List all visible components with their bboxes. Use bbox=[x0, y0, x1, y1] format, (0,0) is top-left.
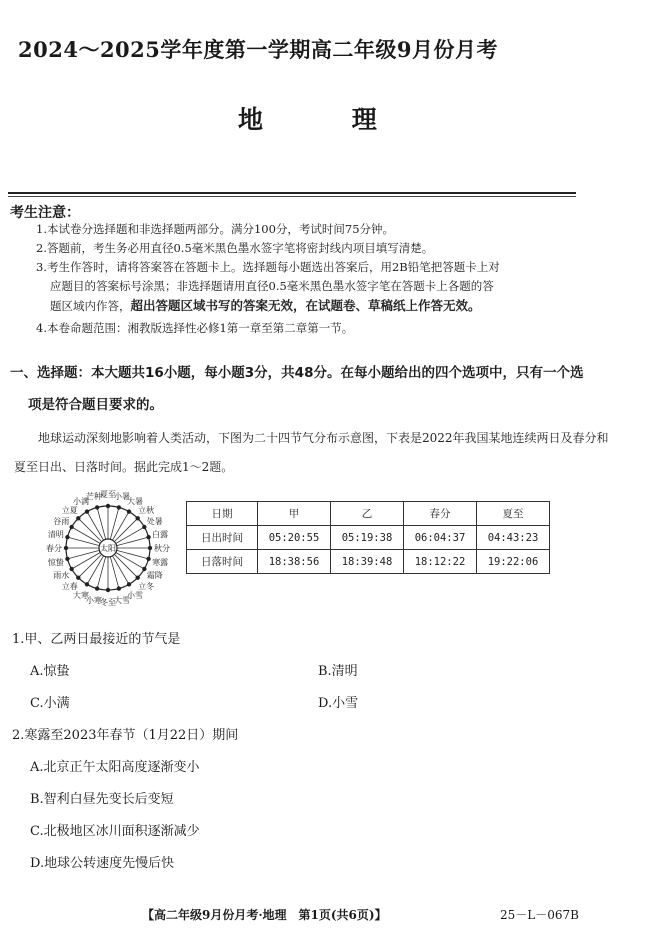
solar-term-label: 小寒 bbox=[86, 596, 103, 606]
solar-term-label: 芒种 bbox=[86, 491, 103, 501]
table-cell: 05:19:38 bbox=[331, 526, 404, 550]
earth-position-dot bbox=[95, 586, 99, 590]
page-footer: 【高二年级9月份月考·地理 第1页(共6页)】 bbox=[142, 908, 387, 922]
spoke-line bbox=[78, 518, 101, 541]
earth-position-dot bbox=[76, 516, 80, 520]
solar-term-label: 雨水 bbox=[53, 571, 70, 580]
solar-term-label: 立春 bbox=[61, 582, 78, 592]
divider bbox=[8, 192, 576, 194]
earth-position-dot bbox=[127, 509, 131, 513]
solar-term-label: 春分 bbox=[46, 544, 62, 553]
table-cell: 18:38:56 bbox=[258, 550, 331, 574]
spoke-line bbox=[78, 554, 101, 577]
solar-terms-wheel bbox=[46, 490, 170, 607]
earth-position-dot bbox=[76, 575, 80, 579]
table-header: 乙 bbox=[331, 502, 404, 526]
exam-title: 2024～2025学年度第一学期高二年级9月份月考 bbox=[18, 37, 499, 62]
notice-item-4: 4.本卷命题范围：湘教版选择性必修1第一章至第二章第一节。 bbox=[36, 321, 354, 335]
earth-position-dot bbox=[106, 504, 110, 508]
solar-term-label: 清明 bbox=[47, 530, 64, 540]
solar-term-label: 立秋 bbox=[138, 505, 155, 515]
spoke-line bbox=[116, 527, 145, 544]
question-2-option-a: A.北京正午太阳高度逐渐变小 bbox=[30, 760, 200, 775]
question-1-option-a: A.惊蛰 bbox=[30, 664, 70, 679]
earth-position-dot bbox=[146, 535, 150, 539]
notice-item-1: 1.本试卷分选择题和非选择题两部分。满分100分，考试时间75分钟。 bbox=[36, 222, 395, 236]
earth-position-dot bbox=[69, 567, 73, 571]
table-row bbox=[187, 550, 550, 574]
question-1-option-b: B.清明 bbox=[318, 664, 358, 679]
solar-term-label: 小雪 bbox=[127, 590, 143, 600]
table-cell: 18:12:22 bbox=[404, 550, 477, 574]
spoke-line bbox=[72, 527, 101, 544]
spoke-line bbox=[97, 507, 106, 539]
spoke-line bbox=[113, 556, 130, 585]
earth-position-dot bbox=[64, 546, 68, 550]
solar-term-label: 寒露 bbox=[152, 557, 169, 567]
notice-heading: 考生注意： bbox=[10, 205, 80, 221]
table-cell: 05:20:55 bbox=[258, 526, 331, 550]
solar-term-label: 大寒 bbox=[73, 590, 89, 600]
spoke-line bbox=[87, 556, 104, 585]
section-heading-line2: 项是符合题目要求的。 bbox=[28, 397, 163, 413]
earth-position-dot bbox=[127, 582, 131, 586]
question-1-stem: 1.甲、乙两日最接近的节气是 bbox=[12, 632, 181, 647]
table-cell: 04:43:23 bbox=[477, 526, 550, 550]
solar-term-label: 冬至 bbox=[100, 598, 116, 607]
earth-position-dot bbox=[117, 586, 121, 590]
earth-position-dot bbox=[106, 588, 110, 592]
spoke-line bbox=[110, 507, 119, 539]
question-2-stem: 2.寒露至2023年春节（1月22日）期间 bbox=[12, 728, 239, 743]
spoke-line bbox=[116, 553, 145, 570]
spoke-line bbox=[114, 554, 137, 577]
spoke-line bbox=[87, 512, 104, 541]
section-heading-line1: 一、选择题：本大题共16小题，每小题3分，共48分。在每小题给出的四个选项中，只有一个选 bbox=[10, 365, 584, 381]
earth-position-dot bbox=[117, 505, 121, 509]
table-header-row bbox=[187, 502, 550, 526]
solar-term-label: 小暑 bbox=[113, 491, 130, 501]
sun-label: 太阳 bbox=[100, 544, 116, 553]
earth-position-dot bbox=[135, 516, 139, 520]
notice-item-3: 3.考生作答时，请将答案答在答题卡上。选择题每小题选出答案后，用2B铅笔把答题卡上对 bbox=[36, 260, 500, 274]
question-2-option-c: C.北极地区冰川面积逐渐减少 bbox=[30, 824, 200, 839]
earth-position-dot bbox=[65, 535, 69, 539]
table-header: 甲 bbox=[258, 502, 331, 526]
solar-term-label: 处暑 bbox=[146, 517, 163, 526]
notice-item-3-tail: 题区域内作答， bbox=[50, 299, 131, 313]
passage: 地球运动深刻地影响着人类活动，下图为二十四节气分布示意图，下表是2022年我国某地连续两日及春分和夏至日出、日落时间。据此完成1～2题。 bbox=[14, 431, 609, 474]
spoke-line bbox=[67, 537, 99, 546]
paper-code: 25－L－067B bbox=[500, 908, 579, 922]
solar-term-label: 秋分 bbox=[154, 544, 170, 553]
notice-item-3-cont2 bbox=[50, 296, 610, 316]
notice-item-3-cont: 应题目的答案标号涂黑；非选择题请用直径0.5毫米黑色墨水签字笔在答题卡上各题的答 bbox=[50, 279, 494, 293]
table-cell: 06:04:37 bbox=[404, 526, 477, 550]
solar-term-label: 小满 bbox=[73, 497, 89, 507]
earth-position-dot bbox=[95, 505, 99, 509]
notice-item-2: 2.答题前，考生务必用直径0.5毫米黑色墨水签字笔将密封线内项目填写清楚。 bbox=[36, 241, 434, 255]
table-header: 日期 bbox=[187, 502, 258, 526]
sunrise-sunset-table bbox=[186, 501, 550, 574]
earth-position-dot bbox=[65, 557, 69, 561]
question-2-option-d: D.地球公转速度先慢后快 bbox=[30, 856, 175, 871]
earth-position-dot bbox=[146, 557, 150, 561]
spoke-line bbox=[110, 557, 119, 589]
question-1-option-d: D.小雪 bbox=[318, 696, 359, 711]
solar-term-label: 大雪 bbox=[113, 596, 130, 606]
solar-term-label: 大暑 bbox=[127, 497, 143, 507]
table-cell: 19:22:06 bbox=[477, 550, 550, 574]
table-header: 夏至 bbox=[477, 502, 550, 526]
solar-term-label: 夏至 bbox=[100, 490, 116, 499]
table-cell: 18:39:48 bbox=[331, 550, 404, 574]
solar-term-label: 谷雨 bbox=[53, 517, 70, 526]
spoke-line bbox=[114, 518, 137, 541]
spoke-line bbox=[113, 512, 130, 541]
spoke-line bbox=[67, 550, 99, 559]
solar-term-label: 立夏 bbox=[61, 505, 78, 515]
table-header: 春分 bbox=[404, 502, 477, 526]
divider-thin bbox=[8, 196, 576, 197]
earth-position-dot bbox=[69, 525, 73, 529]
earth-position-dot bbox=[135, 575, 139, 579]
solar-terms-figure bbox=[40, 488, 180, 612]
solar-term-label: 立冬 bbox=[138, 582, 155, 592]
earth-position-dot bbox=[148, 546, 152, 550]
earth-position-dot bbox=[85, 509, 89, 513]
subject-title: 地 理 bbox=[238, 105, 417, 134]
solar-term-label: 白露 bbox=[152, 530, 169, 540]
spoke-line bbox=[97, 557, 106, 589]
spoke-line bbox=[117, 550, 149, 559]
spoke-line bbox=[72, 553, 101, 570]
spoke-line bbox=[117, 537, 149, 546]
solar-term-label: 惊蛰 bbox=[47, 557, 64, 567]
table-row bbox=[187, 526, 550, 550]
table-cell: 日出时间 bbox=[187, 526, 258, 550]
solar-term-label: 霜降 bbox=[146, 571, 163, 580]
table-cell: 日落时间 bbox=[187, 550, 258, 574]
question-2-option-b: B.智利白昼先变长后变短 bbox=[30, 792, 174, 807]
question-1-option-c: C.小满 bbox=[30, 696, 70, 711]
earth-position-dot bbox=[85, 582, 89, 586]
notice-bold-warning: 超出答题区域书写的答案无效，在试题卷、草稿纸上作答无效。 bbox=[130, 298, 481, 313]
